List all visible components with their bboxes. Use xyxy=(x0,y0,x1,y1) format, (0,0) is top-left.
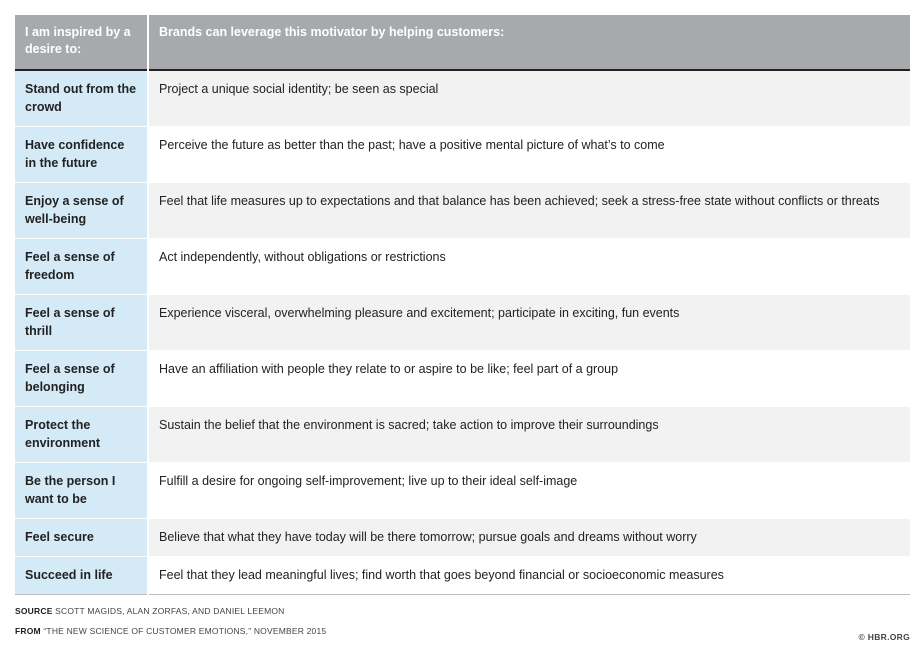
source-text: SCOTT MAGIDS, ALAN ZORFAS, AND DANIEL LEEMON xyxy=(55,606,285,616)
from-line xyxy=(15,626,326,636)
from-label: FROM xyxy=(15,626,41,636)
motivator-cell: Feel a sense of thrill xyxy=(15,294,148,350)
motivator-cell: Succeed in life xyxy=(15,556,148,594)
table-row xyxy=(15,350,910,406)
description-cell: Feel that life measures up to expectations and that balance has been achieved; seek a stress-free state without conflicts or threats xyxy=(148,182,910,238)
table-row xyxy=(15,126,910,182)
description-cell: Sustain the belief that the environment is sacred; take action to improve their surroundings xyxy=(148,406,910,462)
description-cell: Feel that they lead meaningful lives; find worth that goes beyond financial or socioeconomic measures xyxy=(148,556,910,594)
header-motivator: I am inspired by a desire to: xyxy=(15,15,148,70)
table-row xyxy=(15,556,910,594)
motivators-table xyxy=(15,15,910,595)
source-line xyxy=(15,606,285,616)
description-cell: Project a unique social identity; be seen as special xyxy=(148,70,910,126)
description-cell: Have an affiliation with people they relate to or aspire to be like; feel part of a group xyxy=(148,350,910,406)
table-row xyxy=(15,518,910,556)
description-cell: Act independently, without obligations or restrictions xyxy=(148,238,910,294)
table-row xyxy=(15,182,910,238)
motivator-cell: Feel secure xyxy=(15,518,148,556)
motivator-cell: Feel a sense of belonging xyxy=(15,350,148,406)
motivator-cell: Enjoy a sense of well-being xyxy=(15,182,148,238)
description-cell: Fulfill a desire for ongoing self-improvement; live up to their ideal self-image xyxy=(148,462,910,518)
motivator-cell: Be the person I want to be xyxy=(15,462,148,518)
table-row xyxy=(15,462,910,518)
description-cell: Perceive the future as better than the past; have a positive mental picture of what’s to come xyxy=(148,126,910,182)
from-text: “THE NEW SCIENCE OF CUSTOMER EMOTIONS,” NOVEMBER 2015 xyxy=(43,626,327,636)
header-leverage: Brands can leverage this motivator by helping customers: xyxy=(148,15,910,70)
motivator-cell: Protect the environment xyxy=(15,406,148,462)
motivator-cell: Stand out from the crowd xyxy=(15,70,148,126)
description-cell: Experience visceral, overwhelming pleasure and excitement; participate in exciting, fun events xyxy=(148,294,910,350)
source-label: SOURCE xyxy=(15,606,53,616)
hbr-credit: © HBR.ORG xyxy=(858,632,910,642)
table-row xyxy=(15,238,910,294)
table-row xyxy=(15,406,910,462)
motivator-cell: Feel a sense of freedom xyxy=(15,238,148,294)
table-header-row xyxy=(15,15,910,70)
description-cell: Believe that what they have today will be there tomorrow; pursue goals and dreams without worry xyxy=(148,518,910,556)
table-row xyxy=(15,70,910,126)
table-row xyxy=(15,294,910,350)
motivator-cell: Have confidence in the future xyxy=(15,126,148,182)
